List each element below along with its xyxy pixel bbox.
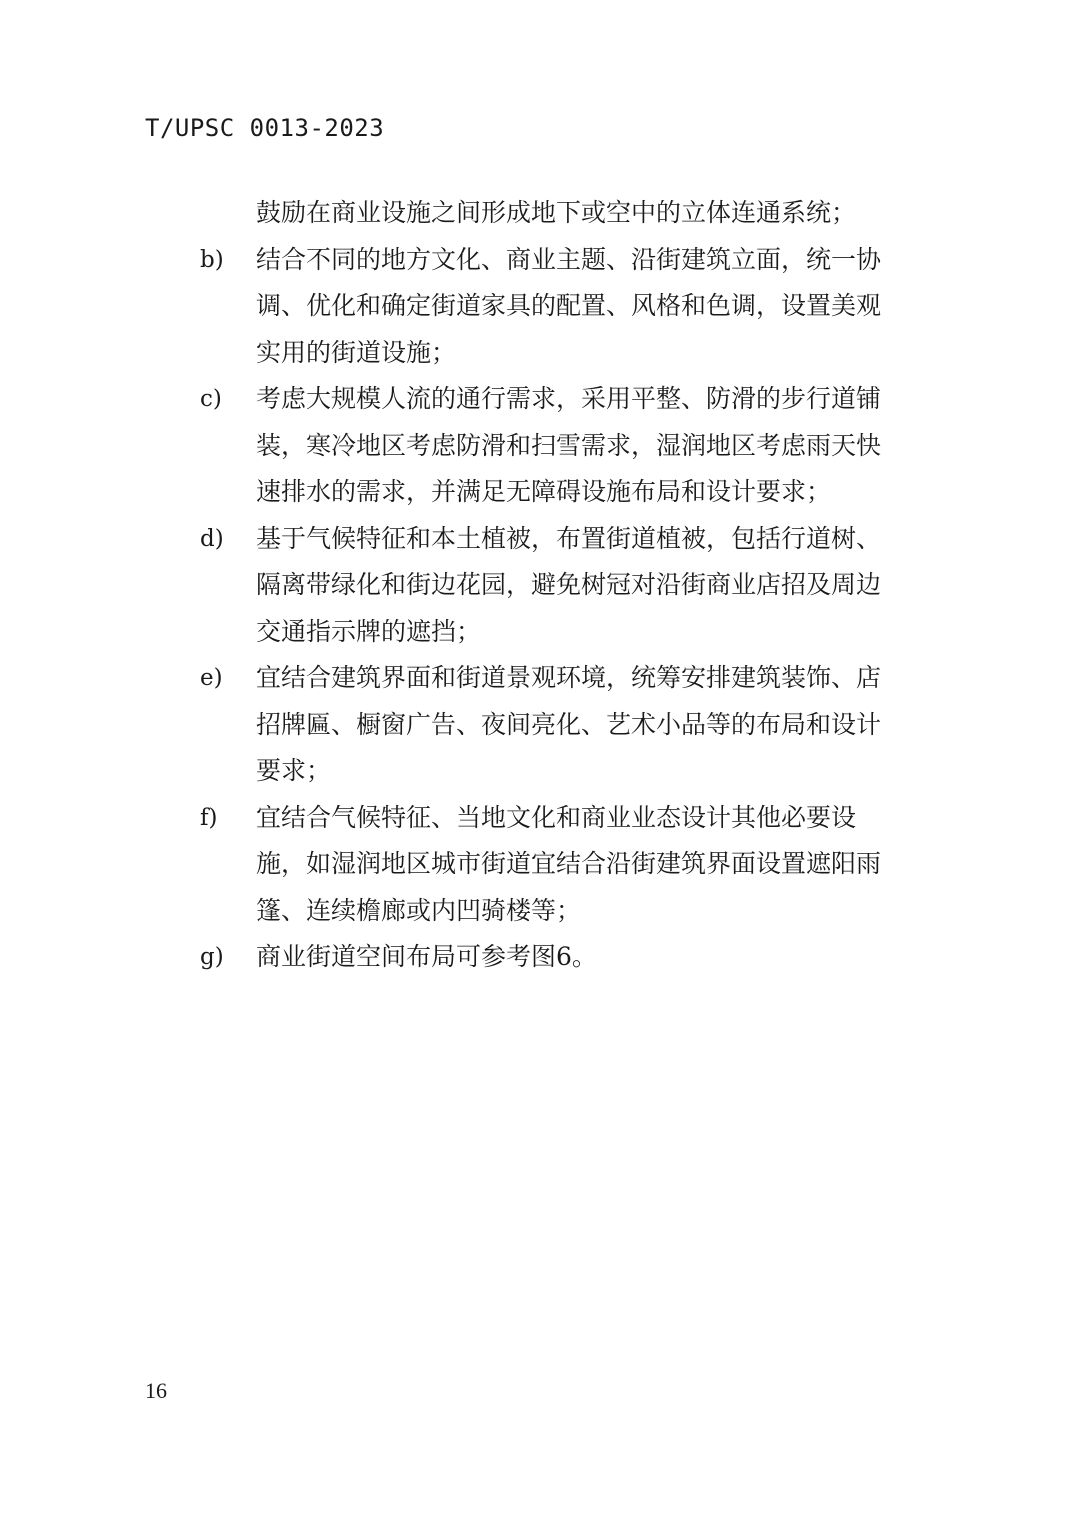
- list-item-c: [0, 376, 936, 516]
- list-marker: d): [200, 525, 224, 552]
- paragraph-line: 招牌匾、橱窗广告、夜间亮化、艺术小品等的布局和设计: [256, 709, 882, 739]
- paragraph-line: 调、优化和确定街道家具的配置、风格和色调，设置美观: [256, 291, 882, 320]
- list-item-e: [0, 655, 936, 795]
- list-marker: f): [200, 804, 218, 831]
- list-marker: e): [200, 665, 223, 691]
- list-item-f: [0, 795, 936, 935]
- body-text: [0, 190, 1080, 981]
- document-code: T/UPSC 0013-2023: [145, 114, 385, 142]
- paragraph-line: 基于气候特征和本土植被，布置街道植被，包括行道树、: [256, 523, 882, 553]
- paragraph-line: 速排水的需求，并满足无障碍设施布局和设计要求；: [256, 477, 832, 506]
- page-number: 16: [145, 1378, 167, 1403]
- paragraph-line: 宜结合气候特征、当地文化和商业业态设计其他必要设: [256, 802, 857, 832]
- paragraph-line: 结合不同的地方文化、商业主题、沿街建筑立面，统一协: [256, 244, 882, 274]
- paragraph-line: 商业街道空间布局可参考图6。: [256, 942, 597, 971]
- list-marker: b): [200, 246, 224, 273]
- paragraph-line: 宜结合建筑界面和街道景观环境，统筹安排建筑装饰、店: [256, 663, 882, 692]
- paragraph-line: 要求；: [256, 756, 332, 785]
- list-marker: g): [200, 944, 224, 970]
- paragraph-line: 装，寒冷地区考虑防滑和扫雪需求，湿润地区考虑雨天快: [256, 430, 882, 460]
- continuation-paragraph: [0, 190, 936, 237]
- paragraph-line: 考虑大规模人流的通行需求，采用平整、防滑的步行道铺: [256, 384, 882, 413]
- paragraph-line: 隔离带绿化和街边花园，避免树冠对沿街商业店招及周边: [256, 570, 882, 599]
- paragraph-line: 施，如湿润地区城市街道宜结合沿街建筑界面设置遮阳雨: [256, 849, 882, 878]
- paragraph-line: 交通指示牌的遮挡；: [256, 616, 482, 646]
- paragraph-line: 篷、连续檐廊或内凹骑楼等；: [256, 895, 582, 925]
- list-marker: c): [200, 386, 222, 412]
- paragraph-line: 实用的街道设施；: [256, 337, 457, 367]
- list-item-b: [0, 237, 936, 377]
- list-item-g: [0, 934, 936, 981]
- paragraph-line: 鼓励在商业设施之间形成地下或空中的立体连通系统；: [256, 198, 857, 227]
- list-item-d: [0, 516, 936, 656]
